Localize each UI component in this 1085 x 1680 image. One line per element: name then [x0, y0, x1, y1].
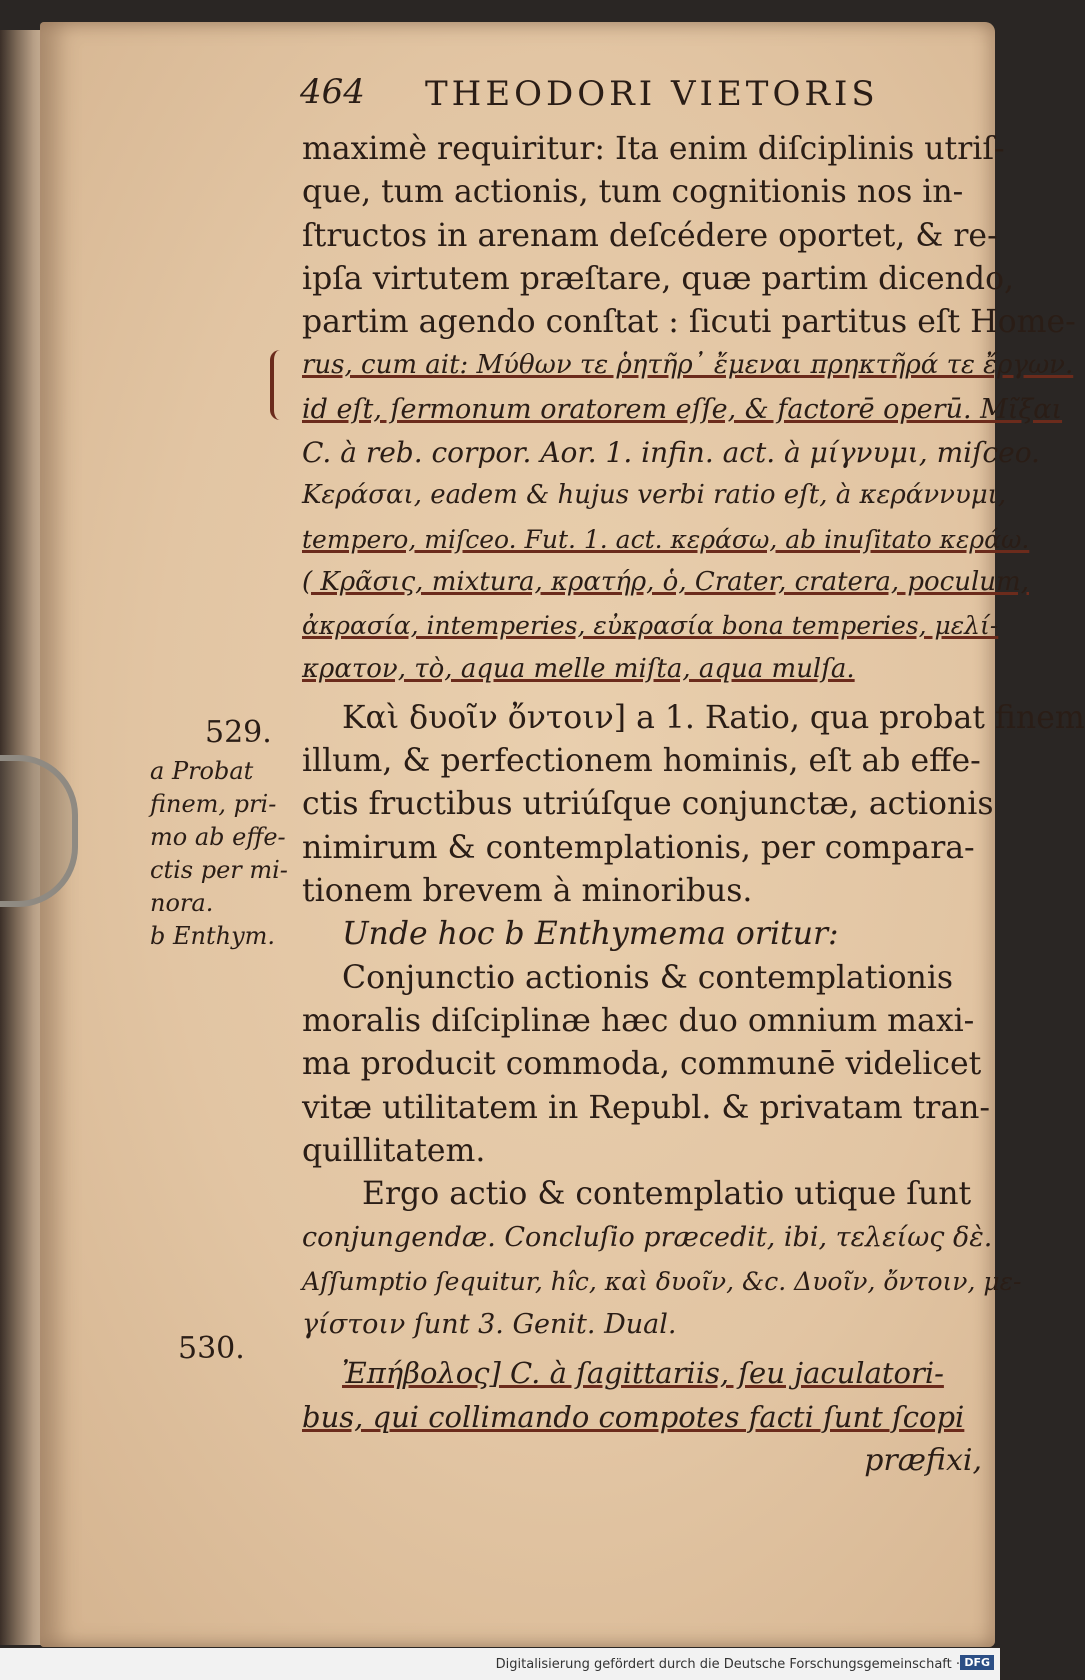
text-line: nimirum & contemplationis, per compara- [302, 829, 975, 866]
margin-note-line: nora. [150, 889, 214, 917]
text-line: tempero, miſceo. Fut. 1. act. κεράσω, ab inuſitato κεράω. [302, 524, 1030, 554]
text-line: Ἐπήβολος] C. à ſagittariis, ſeu jaculatori- [342, 1356, 944, 1391]
handwritten-bracket [270, 350, 286, 420]
margin-note-529-number: 529. [205, 715, 272, 750]
text-line: Κεράσαι, eadem & hujus verbi ratio eſt, à κεράννυμι, [302, 480, 1007, 511]
text-line: Καὶ δυοῖν ὄντοιν] a 1. Ratio, qua probat finem [342, 699, 1085, 736]
text-line: rus, cum ait: Μύθων τε ῥητῆρ᾽ ἔμεναι πρηκτῆρά τε ἔργων. [302, 350, 1074, 381]
text-line: ſtructos in arenam deſcédere oportet, & re- [302, 217, 998, 254]
text-line: vitæ utilitatem in Republ. & privatam tran- [302, 1089, 991, 1126]
text-line: illum, & perfectionem hominis, eſt ab effe- [302, 743, 981, 780]
text-line: κρατον, τὸ, aqua melle miſta, aqua mulſa. [302, 653, 855, 684]
running-title: THEODORI VIETORIS [425, 74, 879, 114]
text-line: bus, qui collimando compotes facti ſunt ſcopi [302, 1399, 965, 1434]
page-header [300, 62, 880, 112]
text-line: tionem brevem à minoribus. [302, 873, 753, 910]
text-line: conjungendæ. Concluſio præcedit, ibi, τελείως δὲ. [302, 1222, 993, 1254]
margin-note-line: a Probat [150, 757, 254, 785]
text-line: que, tum actionis, tum cognitionis nos in- [302, 174, 964, 211]
text-line: præfixi, [864, 1442, 982, 1478]
text-line: Ergo actio & contemplatio utique ſunt [362, 1176, 972, 1213]
margin-note-line: mo ab effe- [150, 823, 286, 851]
footer-bar [0, 1648, 1000, 1680]
text-line: ἀκρασία, intemperies, εὐκρασία bona temperies, μελί- [302, 611, 999, 641]
text-line: Unde hoc b Enthymema oritur: [342, 916, 839, 953]
text-line: γίστοιν ſunt 3. Genit. Dual. [302, 1309, 677, 1341]
margin-note-line: ctis per mi- [150, 856, 288, 884]
text-line: ctis fructibus utriúſque conjunctæ, actionis [302, 786, 994, 823]
text-line: ma producit commoda, communē videlicet [302, 1046, 982, 1083]
text-line: C. à reb. corpor. Aor. 1. infin. act. à μίγνυμι, miſceo. [302, 436, 1040, 470]
margin-note-529 [150, 755, 288, 953]
footer-credit: Digitalisierung gefördert durch die Deutsche Forschungsgemeinschaft · [495, 1657, 960, 1672]
text-line: ( Κρᾶσις, mixtura, κρατήρ, ὁ, Crater, cratera, poculum, [302, 566, 1029, 597]
text-line: id eſt, ſermonum oratorem eſſe, & factorē operū. Μῖξαι [302, 393, 1063, 425]
body-text [302, 128, 1085, 1482]
margin-note-530-number: 530. [178, 1331, 245, 1366]
text-line: Aſſumptio ſequitur, hîc, καὶ δυοῖν, &c. Δυοῖν, ὄντοιν, με- [302, 1266, 1022, 1296]
text-line: maximè requiritur: Ita enim diſciplinis utriſ- [302, 131, 1005, 167]
text-line: quillitatem. [302, 1132, 486, 1169]
margin-note-line: finem, pri- [150, 790, 277, 818]
text-line: partim agendo conſtat : ſicuti partitus eſt Home- [302, 304, 1076, 341]
text-line: moralis diſciplinæ hæc duo omnium maxi- [302, 1002, 975, 1039]
dfg-logo: DFG [960, 1655, 994, 1670]
text-line: ipſa virtutem præſtare, quæ partim dicendo, [302, 260, 1015, 297]
margin-note-line: b Enthym. [150, 922, 276, 950]
page-number: 464 [300, 72, 365, 112]
text-line: Conjunctio actionis & contemplationis [342, 959, 954, 996]
